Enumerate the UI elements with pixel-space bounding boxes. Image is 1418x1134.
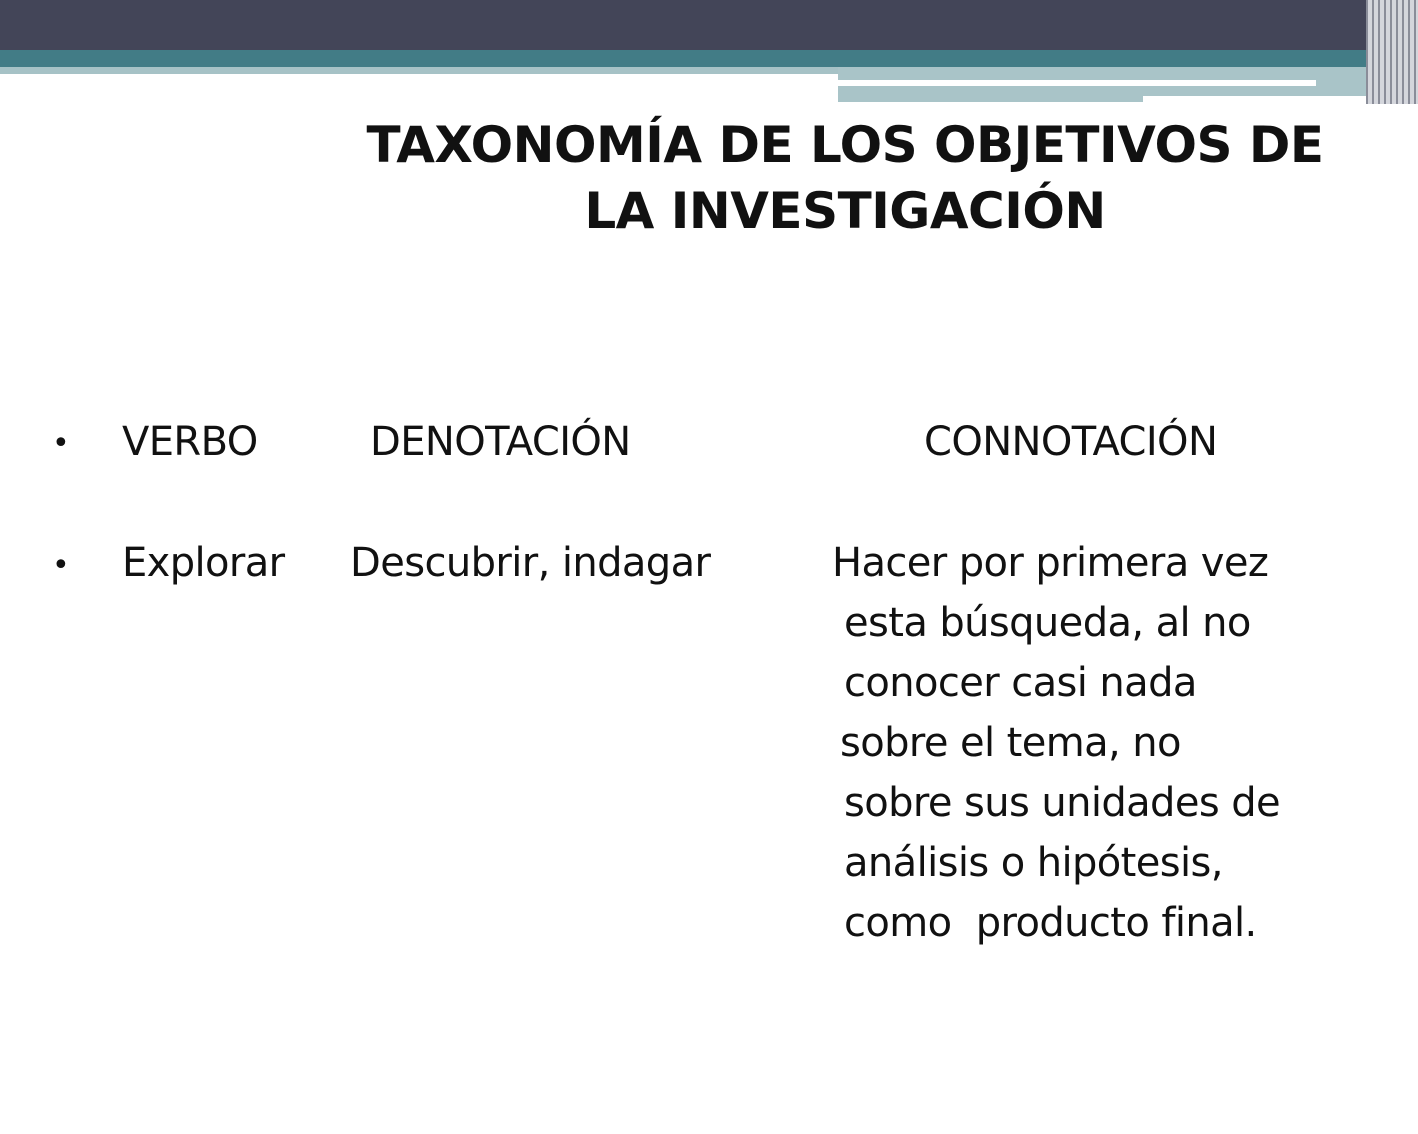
header-dark-bar <box>0 0 1418 50</box>
connotation-line: como producto final. <box>844 900 1257 946</box>
slide-title-line-1: TAXONOMÍA DE LOS OBJETIVOS DE <box>366 116 1324 174</box>
bullet-icon: • <box>52 426 70 461</box>
header-white-strip <box>838 80 1316 86</box>
header-connotation: CONNOTACIÓN <box>924 419 1218 465</box>
bullet-icon: • <box>52 548 70 583</box>
row-verb: Explorar <box>122 540 285 586</box>
header-verb: VERBO <box>122 419 258 465</box>
slide-title <box>300 112 1390 244</box>
connotation-line: conocer casi nada <box>844 660 1197 706</box>
slide-title-line-2: LA INVESTIGACIÓN <box>584 182 1106 240</box>
connotation-line: esta búsqueda, al no <box>844 600 1251 646</box>
connotation-line: Hacer por primera vez <box>832 540 1269 586</box>
connotation-line: sobre sus unidades de <box>844 780 1281 826</box>
row-denotation: Descubrir, indagar <box>350 540 711 586</box>
header-white-strip-lower <box>1143 96 1378 102</box>
connotation-line: análisis o hipótesis, <box>844 840 1223 886</box>
header-edge-lines <box>1366 0 1418 104</box>
connotation-line: sobre el tema, no <box>840 720 1181 766</box>
header-denotation: DENOTACIÓN <box>370 419 631 465</box>
header-teal-bar <box>0 50 1418 67</box>
header-light-bar-left <box>0 67 838 74</box>
slide-header-decoration <box>0 0 1418 110</box>
